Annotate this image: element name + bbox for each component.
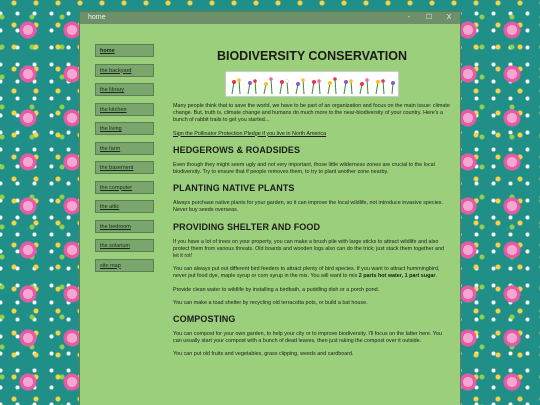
sidebar-item-attic[interactable]: the attic xyxy=(95,200,154,213)
intro-paragraph: Many people think that to save the world, we have to be part of an organization and focus on the main issue: climate change. But, truth is, climate change and humans do much more to the near-biodiversity of your country. Here's a bunch of rabbit trails to get you started... xyxy=(173,103,450,124)
section-paragraph: Even though they might seem ugly and not very important, those little wilderness zones are crucial to the local biodiversity. Try to ensure that if people removes them, to try to plant another zone nearby. xyxy=(173,161,435,176)
section-paragraph: Always purchase native plants for your garden, so it can improve the local wildlife, not introduce invasive species. Never buy seeds overseas. xyxy=(173,200,443,214)
sidebar-item-site-map[interactable]: site map xyxy=(95,259,154,272)
window-title: home xyxy=(88,14,106,21)
minimize-button[interactable]: - xyxy=(407,14,411,21)
sidebar-item-backyard[interactable]: the backyard xyxy=(95,64,154,77)
section-paragraph: If you have a lot of trees on your property, you can make a brush pile with large sticks to attract wildlife and also protect them from various threats. Old boards and wooden logs also can do the trick; just stack them together and let it rot! xyxy=(173,238,444,260)
sidebar-item-home[interactable]: home xyxy=(95,44,154,57)
sidebar-item-basement[interactable]: the basement xyxy=(95,161,154,174)
browser-window xyxy=(80,12,460,405)
section-heading-composting: COMPOSTING xyxy=(173,314,236,325)
close-button[interactable]: X xyxy=(446,14,452,21)
section-paragraph: You can compost for your own garden, to help your city or to improve biodiversity. I'll focus on the latter here. You can usually start your compost with a bunch of dead leaves, then just raking the compost over it outside. xyxy=(173,331,442,345)
sidebar-nav xyxy=(95,44,154,278)
section-heading-native-plants: PLANTING NATIVE PLANTS xyxy=(173,183,295,194)
sidebar-item-living[interactable]: the living xyxy=(95,122,154,135)
section-paragraph: You can put old fruits and vegetables, grass clipping, weeds and cardboard. xyxy=(173,351,354,358)
sidebar-item-bedroom[interactable]: the bedroom xyxy=(95,220,154,233)
section-paragraph: You can make a toad shelter by recycling old terracotta pots, or build a bat house. xyxy=(173,299,368,306)
window-titlebar xyxy=(80,12,460,24)
sidebar-item-computer[interactable]: the computer xyxy=(95,181,154,194)
sidebar-item-kitchen[interactable]: the kitchen xyxy=(95,103,154,116)
section-heading-shelter-food: PROVIDING SHELTER AND FOOD xyxy=(173,221,321,232)
section-paragraph-bird-feeders: You can always put out different bird feeders to attract plenty of bird species. If you want to attract hummingbird, never put food dye, maple syrup or corn syrup in the mix. You will want to mix 2 parts hot water, 1 part sugar. xyxy=(173,266,440,280)
wildflower-banner-image xyxy=(225,71,399,97)
main-content xyxy=(173,44,451,365)
sidebar-item-farm[interactable]: the farm xyxy=(95,142,154,155)
page-title: BIODIVERSITY CONSERVATION xyxy=(216,49,408,63)
sugar-water-ratio: 2 parts hot water, 1 part sugar xyxy=(358,273,436,280)
sidebar-item-solarium[interactable]: the solarium xyxy=(95,239,154,252)
section-heading-hedgerows: HEDGEROWS & ROADSIDES xyxy=(173,144,301,155)
maximize-button[interactable]: ☐ xyxy=(425,14,433,21)
section-paragraph: Provide clean water to wildlife by installing a birdbath, a puddling dish or a porch pond. xyxy=(173,286,380,293)
sidebar-item-library[interactable]: the library xyxy=(95,83,154,96)
pollinator-pledge-link[interactable]: Sign the Pollinator Protection Pledge if you live in North America xyxy=(173,130,327,137)
